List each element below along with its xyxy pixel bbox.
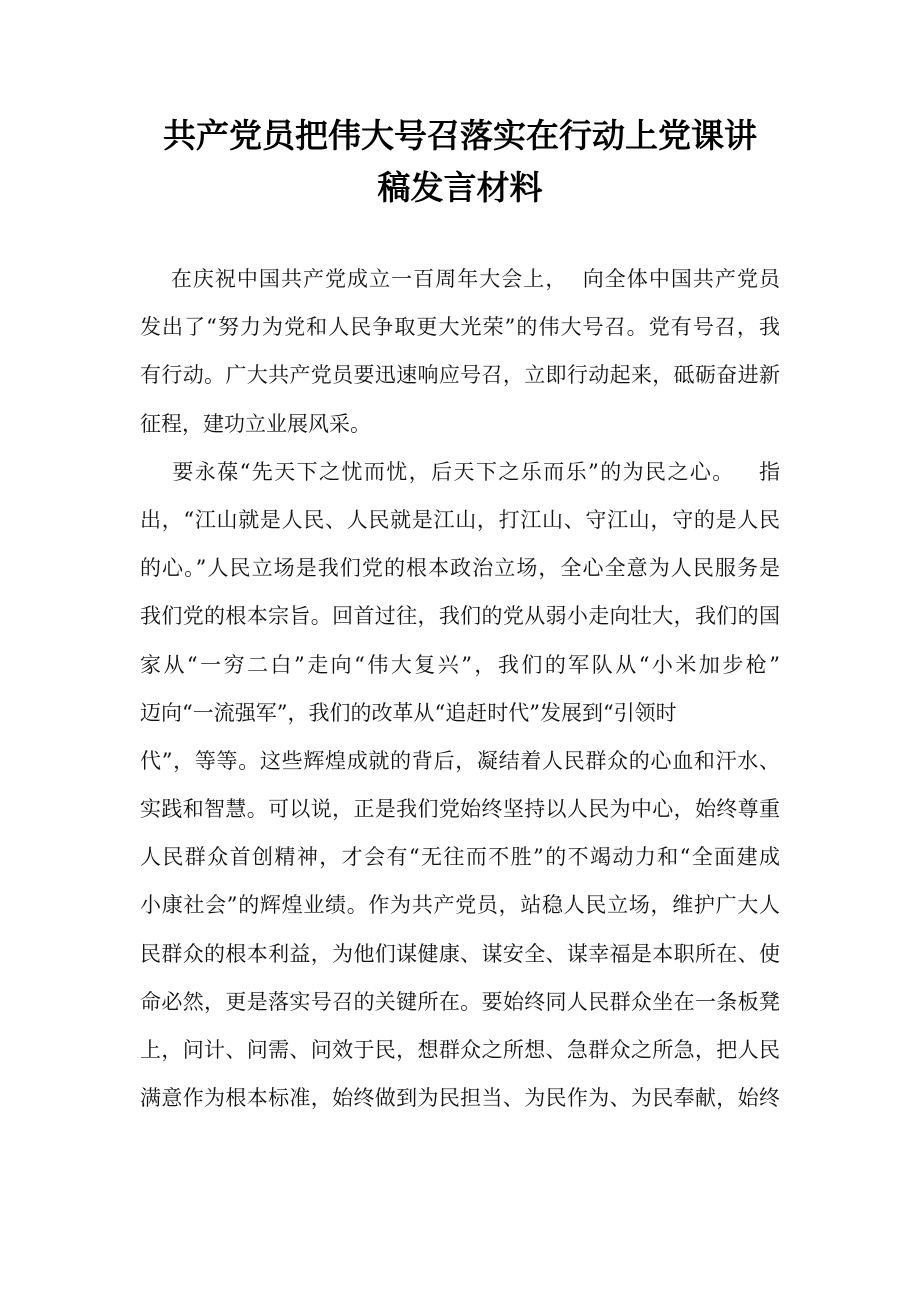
text-line: 在庆祝中国共产党成立一百周年大会上， 向全体中国共产党员 [140,267,780,291]
title-line-1: 共产党员把伟大号召落实在行动上党课讲 [163,116,757,155]
text-line: 出，“江山就是人民、人民就是江山，打江山、守江山，守的是人民 [140,507,780,532]
title-line-2: 稿发言材料 [377,168,543,207]
text-line: 实践和智慧。可以说，正是我们党始终坚持以人民为中心，始终尊重 [140,797,780,822]
paragraph-2 [140,448,780,1123]
text-line: 的心。”人民立场是我们党的根本政治立场，全心全意为人民服务是 [140,556,780,581]
text-line: 迈向“一流强军”，我们的改革从“追赶时代”发展到“引领时 [140,700,677,725]
document-title [120,110,800,214]
text-line: 代”，等等。这些辉煌成就的背后，凝结着人民群众的心血和汗水、 [140,748,780,773]
text-line: 命必然，更是落实号召的关键所在。要始终同人民群众坐在一条板凳 [140,989,780,1014]
text-line: 小康社会”的辉煌业绩。作为共产党员，站稳人民立场，维护广大人 [140,893,780,918]
text-line: 我们党的根本宗旨。回首过往，我们的党从弱小走向壮大，我们的国 [140,604,780,629]
text-line: 满意作为根本标准，始终做到为民担当、为民作为、为民奉献，始终 [140,1086,780,1111]
text-line: 上，问计、问需、问效于民，想群众之所想、急群众之所急，把人民 [140,1038,780,1062]
text-line: 有行动。广大共产党员要迅速响应号召，立即行动起来，砥砺奋进新 [140,363,780,388]
paragraph-1 [140,255,780,448]
text-line: 人民群众首创精神，才会有“无往而不胜”的不竭动力和“全面建成 [140,845,780,870]
text-line: 家从“一穷二白”走向“伟大复兴”，我们的军队从“小米加步枪” [140,652,780,677]
text-line: 民群众的根本利益，为他们谋健康、谋安全、谋幸福是本职所在、使 [140,941,780,966]
document-body [140,255,780,1122]
text-line: 征程，建功立业展风采。 [140,411,371,436]
text-line: 发出了“努力为党和人民争取更大光荣”的伟大号召。党有号召，我 [140,315,780,340]
text-line: 要永葆“先天下之忧而忧，后天下之乐而乐”的为民之心。 指 [140,459,780,484]
